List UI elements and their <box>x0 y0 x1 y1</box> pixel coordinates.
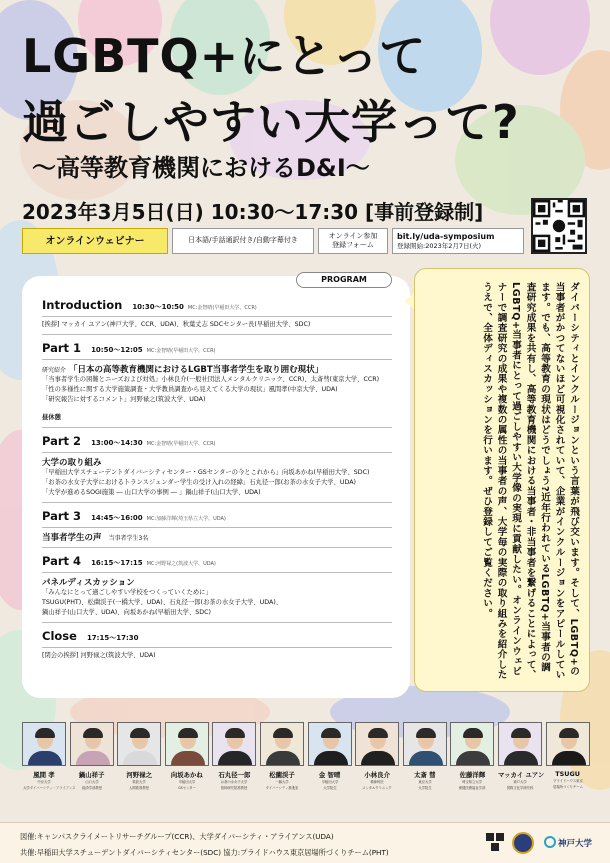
part4-title: Part 4 <box>42 554 82 568</box>
speaker-name: 小林良介 <box>364 771 390 779</box>
speaker-photo <box>355 722 399 766</box>
speaker-card <box>117 722 161 790</box>
part2-time: 13:00〜14:30 <box>91 439 143 447</box>
speaker-affiliation: 一橋大学 <box>275 780 289 784</box>
divider <box>42 502 392 503</box>
part1-subheading-prefix: 研究紹介 <box>42 367 67 374</box>
program-tab-label: PROGRAM <box>296 272 392 288</box>
part1-item: 「当事者学生の困難とニーズおよび対処」小林良介(一般社団法人メンタルクリニック、CCR)、太斎彗(東京大学、CCR) <box>42 376 380 383</box>
program-panel <box>22 276 410 698</box>
language-support-badge: 日本語/手話通訳付き/自動字幕付き <box>172 228 314 254</box>
speaker-role: 経済学部教授 <box>81 785 102 790</box>
part1-time: 10:50〜12:05 <box>91 346 143 354</box>
speaker-card <box>403 722 447 790</box>
registration-url-link[interactable]: bit.ly/uda-symposium <box>397 231 495 241</box>
speaker-name: 松薗渓子 <box>269 771 295 779</box>
speaker-photo <box>22 722 66 766</box>
speaker-role: ダイバーシティ推進室 <box>265 785 299 790</box>
part2-item: 「早稲田大学スチューデントダイバーシティセンター・GSセンターの今とこれから」向坂あかね(早稲田大学、SDC) <box>42 469 370 476</box>
divider <box>42 527 392 528</box>
speaker-card <box>22 722 76 790</box>
part1-item: 「性の多様性に関する大学施策調査・大学教員調査から見えてくる大学の現状」風間孝(中京大学、UDA) <box>42 386 338 393</box>
part3-subheading-text: 当事者学生の声 <box>42 533 102 543</box>
part3-mc: MC:加藤洋輝(埼玉県立大学、UDA) <box>146 516 226 522</box>
speaker-name: 金 智晴 <box>318 771 341 779</box>
speaker-photo <box>212 722 256 766</box>
speaker-role: GSセンター <box>177 785 196 790</box>
part1-mc: MC:金智晴(早稲田大学、CCR) <box>146 348 216 354</box>
speaker-affiliation: 早稲田大学 <box>321 780 338 784</box>
speaker-affiliation: 筑波大学 <box>132 780 146 784</box>
speaker-affiliation: 埼玉県立大学 <box>462 780 483 784</box>
divider <box>42 547 392 548</box>
speaker-affiliation: プライドハウス東京 <box>552 779 583 783</box>
speaker-card <box>450 722 494 790</box>
webinar-badge: オンラインウェビナー <box>22 228 168 254</box>
lunch-break: 昼休憩 <box>42 414 61 421</box>
registration-url-box <box>392 228 524 254</box>
part1-title: Part 1 <box>42 341 82 355</box>
form-label-line2: 登録フォーム <box>332 241 374 249</box>
subtitle: 〜高等教育機関におけるD&I〜 <box>32 154 370 182</box>
speaker-role: 大学院生 <box>418 785 432 790</box>
speaker-affiliation: 中京大学 <box>37 780 51 784</box>
speaker-name: 石丸径一郎 <box>218 771 251 779</box>
part4-time: 16:15〜17:15 <box>91 559 143 567</box>
divider <box>42 427 392 428</box>
part2-item: 「大学が進めるSOGI施策 ― 山口大学の事例 ― 」鍋山祥子(山口大学、UDA) <box>42 489 261 496</box>
close-time: 17:15〜17:30 <box>86 634 139 642</box>
speaker-card <box>546 722 590 789</box>
speaker-role: 人間系准教授 <box>129 785 150 790</box>
speaker-role: 大学院生 <box>322 785 337 790</box>
speaker-card <box>260 722 304 790</box>
part4-mc: MC:河野禄之(筑波大学、UDA) <box>146 561 216 567</box>
speaker-affiliation: お茶の水女子大学 <box>221 780 248 784</box>
speaker-affiliation: 神戸大学 <box>513 780 527 784</box>
kobe-logo-mark-icon <box>544 836 556 848</box>
part2-title: Part 2 <box>42 434 82 448</box>
intro-mc: MC:金智晴(早稲田大学、CCR) <box>187 305 257 311</box>
part1-heading <box>42 341 392 355</box>
speaker-affiliation: 東京大学 <box>418 780 432 784</box>
divider <box>42 359 392 360</box>
speaker-photo <box>450 722 494 766</box>
part2-subheading: 大学の取り組み <box>42 458 102 468</box>
speaker-affiliation: 山口大学 <box>84 780 99 784</box>
speaker-card <box>212 722 256 790</box>
part4-item: 鍋山祥子(山口大学、UDA)、向坂あかね(早稲田大学、SDC) <box>42 609 211 616</box>
speaker-role: 保健医療福祉学部 <box>459 785 486 790</box>
speaker-name: 鍋山祥子 <box>78 771 105 779</box>
divider <box>42 334 392 335</box>
divider <box>42 622 392 623</box>
intro-title: Introduction <box>42 298 123 312</box>
title-line1: LGBTQ+にとって <box>22 29 427 83</box>
part2-heading <box>42 434 392 448</box>
part2-mc: MC:金智晴(早稲田大学、CCR) <box>146 441 216 447</box>
speaker-role: メンタルクリニック <box>362 785 392 790</box>
description-text: ダイバーシティとインクルージョンという言葉が飛び交います。そして、LGBTQ+の当事者がかつてないほど可視化されていて、企業がインクルージョンをアピールしています。でも、高等教育の現状はどうでしょう?近年行われているLGBTQ+当事者の調査研究成果を共有し、高等教育機関における当事者・非当事者を繋げることによって、LGBTQ+当事者にとって過ごしやすい大学像の実現に貢献したい。オンラインウェビナーで調査研究の成果や複数の属性の当事者の声、大学毎の実際の取り組みを紹介したうえで、全体ディスカッションを行います。ぜひ登録してご覧ください。 <box>481 282 579 680</box>
registration-form-badge <box>318 228 388 254</box>
close-title: Close <box>42 629 77 643</box>
qr-code-icon[interactable] <box>531 198 587 254</box>
speaker-photo <box>308 722 352 766</box>
part4-item: TSUGU(PHT)、松薗渓子(一橋大学、UDA)、石丸径一郎(お茶の水女子大学、UDA)、 <box>42 599 283 606</box>
speaker-name: 佐藤洋輝 <box>459 771 486 779</box>
event-datetime: 2023年3月5日(日) 10:30〜17:30 [事前登録制] <box>22 200 484 224</box>
part3-title: Part 3 <box>42 509 82 523</box>
kobe-university-logo <box>544 836 592 849</box>
organizer-logo-icon <box>484 831 506 855</box>
part3-subheading <box>42 531 392 543</box>
part3-subheading-note: 当事者学生3名 <box>108 535 149 542</box>
speaker-photo <box>403 722 447 766</box>
speaker-card <box>70 722 114 790</box>
speaker-photo <box>498 722 542 766</box>
organizers: 図催:キャンパスクライメートリサーチグループ(CCR)、大学ダイバーシティ・アライアンス(UDA) <box>20 832 334 841</box>
speaker-role: 大学ダイバーシティ・アライアンス <box>23 785 76 790</box>
divider <box>42 572 392 573</box>
speaker-affiliation: 精神科医 <box>370 780 384 784</box>
part1-item: 「研究報告に対するコメント」河野禄之(筑波大学、UDA) <box>42 396 206 403</box>
speaker-photo <box>260 722 304 766</box>
part3-time: 14:45〜16:00 <box>91 514 143 522</box>
form-label-line1: オンライン参加 <box>328 231 378 240</box>
part4-heading <box>42 554 392 568</box>
closing-remarks: [閉会の挨拶] 河野禄之(筑波大学、UDA) <box>42 652 156 659</box>
intro-heading <box>42 298 392 312</box>
speaker-name: 向坂あかね <box>170 771 203 779</box>
part2-item: 「お茶の水女子大学におけるトランスジェンダー学生の受け入れの経緯」石丸径一郎(お茶の水女子大学、UDA) <box>42 479 356 486</box>
speaker-card <box>498 722 545 790</box>
speaker-row <box>0 722 610 822</box>
speaker-name: 河野禄之 <box>126 771 152 779</box>
speaker-photo <box>117 722 161 766</box>
registration-start: 登録開始:2023年2月7日(火) <box>397 241 482 250</box>
title-line2: 過ごしやすい大学って? <box>22 95 520 149</box>
part1-subheading <box>42 363 392 375</box>
divider <box>42 316 392 317</box>
speaker-photo <box>70 722 114 766</box>
intro-greeting: [挨拶] マッカイ ユアン(神戸大学、CCR、UDA)、秋葉丈志 SDCセンター長(早稲田大学、SDC) <box>42 321 311 328</box>
divider <box>42 647 392 648</box>
speaker-name: 風間 孝 <box>33 771 55 779</box>
speaker-card <box>308 722 352 790</box>
speaker-role: 居場所づくりチーム <box>552 784 583 789</box>
part1-subheading-text: 「日本の高等教育機関におけるLGBT当事者学生を取り囲む現状」 <box>68 365 324 375</box>
co-organizers: 共催:早稲田大学スチューデントダイバーシティセンター(SDC) 協力:プライドハウス東京居場所づくりチーム(PHT) <box>20 848 389 857</box>
speaker-role: 国際文化学研究科 <box>506 785 534 790</box>
speaker-photo <box>165 722 209 766</box>
part3-heading <box>42 509 392 523</box>
speaker-photo <box>546 722 590 766</box>
university-seal-icon <box>512 832 534 854</box>
part4-subheading: パネルディスカッション <box>42 578 135 588</box>
speaker-role: 基幹研究院准教授 <box>221 785 248 790</box>
kobe-logo-text: 神戸大学 <box>558 839 593 849</box>
speaker-card <box>165 722 209 790</box>
speaker-name: 太斎 彗 <box>414 771 436 779</box>
speaker-card <box>355 722 399 790</box>
close-heading <box>42 629 392 643</box>
speaker-name: マッカイ ユアン <box>498 771 545 779</box>
part4-item: 「みんなにとって過ごしやすい学校をつくっていくために」 <box>42 589 212 596</box>
intro-time: 10:30〜10:50 <box>132 303 184 311</box>
divider <box>42 452 392 453</box>
speaker-name: TSUGU <box>555 770 580 778</box>
speaker-affiliation: 早稲田大学 <box>178 780 196 784</box>
footer <box>0 822 610 863</box>
